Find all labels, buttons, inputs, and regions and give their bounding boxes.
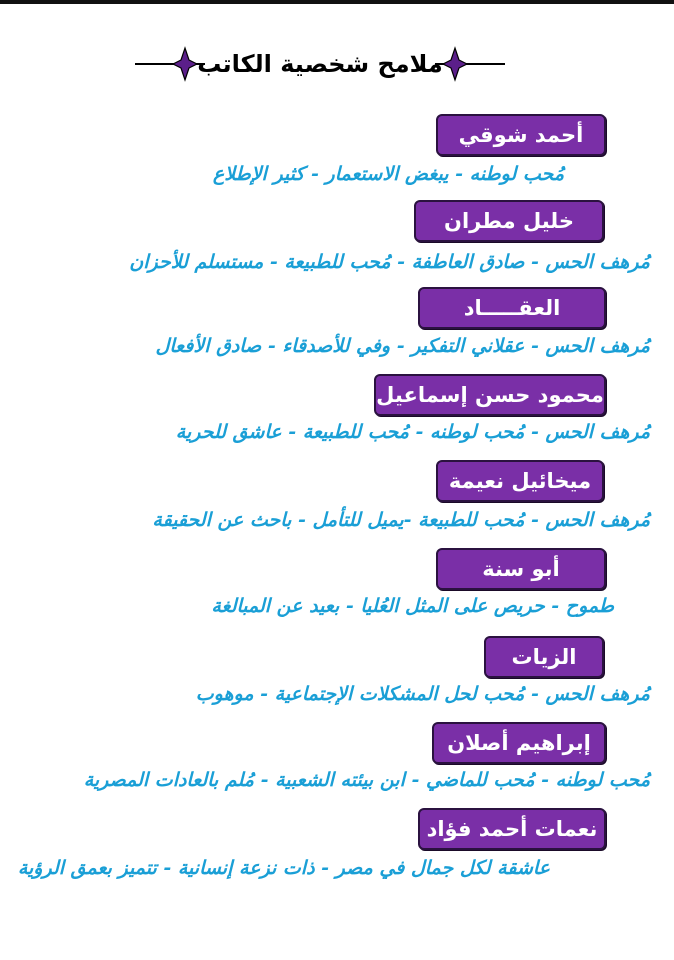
writer-traits-1: مُحب لوطنه - يبغض الاستعمار - كثير الإطلاع	[212, 163, 564, 185]
writer-name-8: إبراهيم أصلان	[432, 722, 606, 764]
writer-name-6: أبو سنة	[436, 548, 606, 590]
writer-traits-3: مُرهف الحس - عقلاني التفكير - وفي للأصدقاء - صادق الأفعال	[155, 335, 650, 357]
writer-traits-9: عاشقة لكل جمال في مصر - ذات نزعة إنسانية - تتميز بعمق الرؤية	[17, 857, 550, 879]
writer-name-2: خليل مطران	[414, 200, 604, 242]
page-title: ملامح شخصية الكاتب	[197, 50, 443, 78]
writer-name-1: أحمد شوقي	[436, 114, 606, 156]
writer-traits-2: مُرهف الحس - صادق العاطفة - مُحب للطبيعة - مستسلم للأحزان	[129, 251, 650, 273]
writer-traits-8: مُحب لوطنه - مُحب للماضي - ابن بيئته الشعبية - مُلم بالعادات المصرية	[83, 769, 650, 791]
right-star-icon	[435, 48, 505, 80]
page-header	[135, 44, 505, 84]
writer-name-9: نعمات أحمد فؤاد	[418, 808, 606, 850]
writer-traits-7: مُرهف الحس - مُحب لحل المشكلات الإجتماعية - موهوب	[195, 683, 650, 705]
writer-name-4: محمود حسن إسماعيل	[374, 374, 606, 416]
writer-traits-6: طموح - حريص على المثل العُليا - بعيد عن المبالغة	[211, 595, 614, 617]
writer-traits-4: مُرهف الحس - مُحب لوطنه - مُحب للطبيعة - عاشق للحرية	[175, 421, 650, 443]
writer-name-7: الزيات	[484, 636, 604, 678]
top-border	[0, 0, 674, 4]
writer-traits-5: مُرهف الحس - مُحب للطبيعة -يميل للتأمل - باحث عن الحقيقة	[152, 509, 650, 531]
writer-name-3: العقـــــاد	[418, 287, 606, 329]
writer-name-5: ميخائيل نعيمة	[436, 460, 604, 502]
